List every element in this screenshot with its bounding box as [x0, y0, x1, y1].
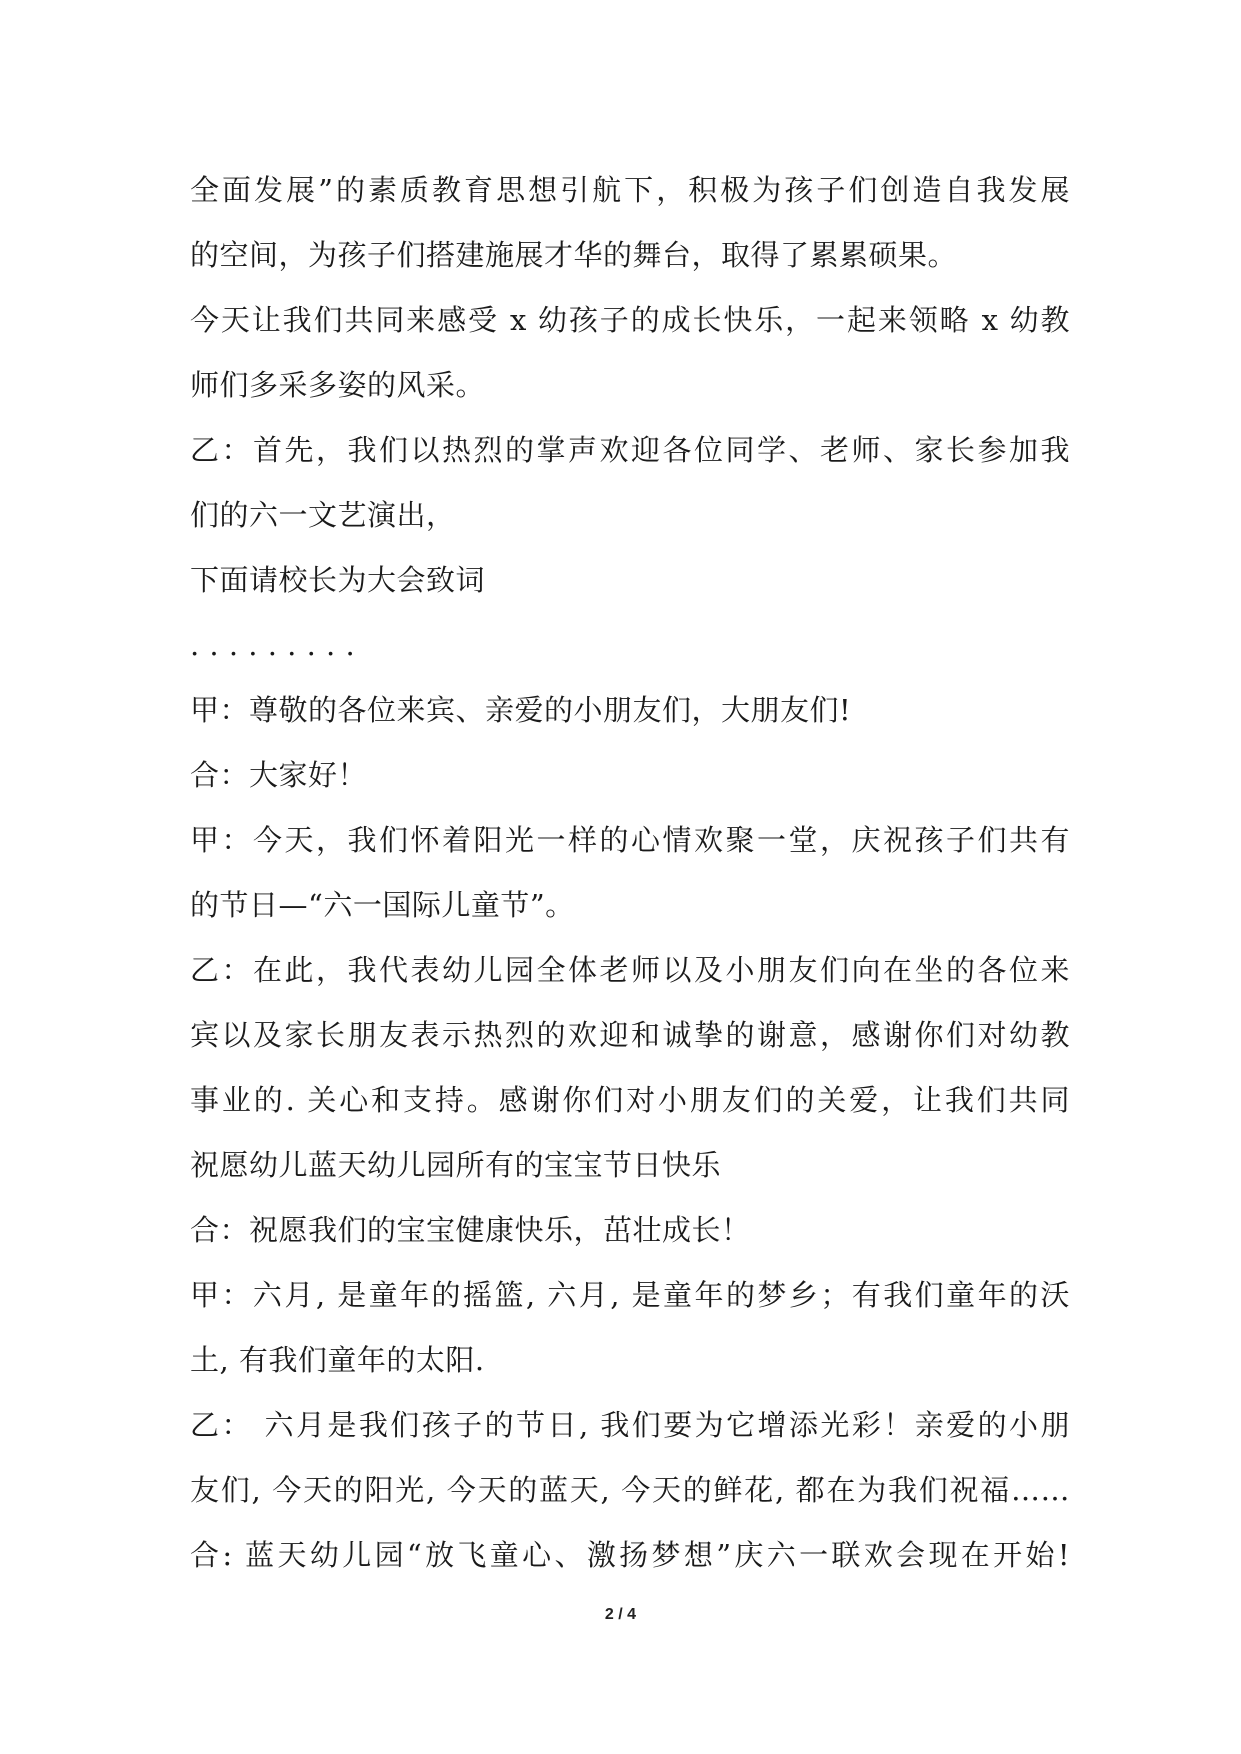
text-line: 乙：首先，我们以热烈的掌声欢迎各位同学、老师、家长参加我	[190, 433, 1070, 467]
text-line: 的空间，为孩子们搭建施展才华的舞台，取得了累累硕果。	[190, 238, 958, 272]
text-line: 今天让我们共同来感受 x 幼孩子的成长快乐，一起来领略 x 幼教	[190, 303, 1070, 337]
text-line: 合: 蓝天幼儿园“放飞童心、激扬梦想”庆六一联欢会现在开始!	[190, 1538, 1070, 1572]
text-line: 甲：今天，我们怀着阳光一样的心情欢聚一堂，庆祝孩子们共有	[190, 823, 1070, 857]
text-line: 的节日—“六一国际儿童节”。	[190, 888, 575, 922]
text-line: 们的六一文艺演出，	[190, 498, 456, 532]
text-line: 事业的. 关心和支持。感谢你们对小朋友们的关爱，让我们共同	[190, 1083, 1070, 1117]
document-body	[190, 158, 1070, 1588]
text-line: 乙：在此，我代表幼儿园全体老师以及小朋友们向在坐的各位来	[190, 953, 1070, 987]
text-line: 乙： 六月是我们孩子的节日, 我们要为它增添光彩！亲爱的小朋	[190, 1408, 1070, 1442]
text-line: 宾以及家长朋友表示热烈的欢迎和诚挚的谢意，感谢你们对幼教	[190, 1018, 1070, 1052]
text-line: 甲：尊敬的各位来宾、亲爱的小朋友们，大朋友们!	[190, 693, 852, 727]
text-line: 合：大家好！	[190, 758, 368, 792]
text-line: 土, 有我们童年的太阳.	[190, 1343, 485, 1377]
text-line: 师们多采多姿的风采。	[190, 368, 486, 402]
text-line: 甲：六月, 是童年的摇篮, 六月, 是童年的梦乡；有我们童年的沃	[190, 1278, 1070, 1312]
text-line: 合：祝愿我们的宝宝健康快乐，茁壮成长！	[190, 1213, 751, 1247]
text-line: 友们, 今天的阳光, 今天的蓝天, 今天的鲜花, 都在为我们祝福……	[190, 1473, 1070, 1507]
page-number: 2 / 4	[604, 1606, 637, 1623]
text-line: 下面请校长为大会致词	[190, 563, 486, 597]
text-line: 祝愿幼儿蓝天幼儿园所有的宝宝节日快乐	[190, 1148, 722, 1182]
ellipsis-line: . . . . . . . . .	[190, 628, 356, 662]
text-line: 全面发展”的素质教育思想引航下，积极为孩子们创造自我发展	[190, 173, 1070, 207]
